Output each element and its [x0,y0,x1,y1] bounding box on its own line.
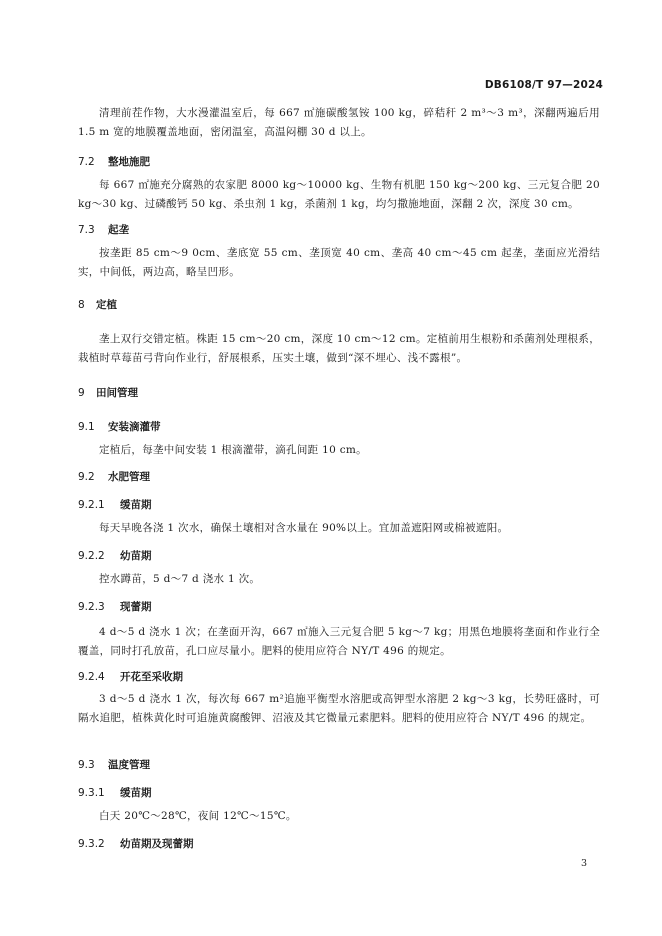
heading-7-2 [78,154,150,169]
heading-9-3-1 [78,785,152,800]
document-code: DB6108/T 97—2024 [484,79,603,91]
section-title: 定植 [96,299,117,311]
section-title: 温度管理 [108,759,150,771]
section-number: 9.3.2 [78,838,105,850]
heading-7-3 [78,222,129,237]
section-number: 9.3.1 [78,787,105,799]
section-title: 现蕾期 [120,601,152,613]
paragraph-9-2-2: 控水蹲苗，5 d～7 d 浇水 1 次。 [99,573,261,585]
heading-9 [78,385,138,400]
section-title: 田间管理 [96,387,138,399]
paragraph-9-2-1: 每天早晚各浇 1 次水，确保土壤相对含水量在 90%以上。宜加盖遮阳网或棉被遮阳。 [99,522,509,534]
paragraph-9-2-4: 3 d～5 d 浇水 1 次，每次每 667 m²追施平衡型水溶肥或高钾型水溶肥 2 kg～3 kg，长势旺盛时，可隔水追肥，植株黄化时可追施黄腐酸钾、沼液及其它微量元素肥料。肥料的使用应符合 NY/T 496 的规定。 [78,693,600,724]
paragraph-7-3: 按垄距 85 cm～9 0cm、垄底宽 55 cm、垄顶宽 40 cm、垄高 40 cm～45 cm 起垄，垄面应光滑结实，中间低，两边高，略呈凹形。 [78,247,600,278]
section-title: 缓苗期 [120,787,152,799]
section-title: 整地施肥 [108,156,150,168]
heading-9-2-4 [78,669,183,684]
section-number: 9.2.3 [78,601,105,613]
section-title: 幼苗期及现蕾期 [120,838,194,850]
section-title: 水肥管理 [108,471,150,483]
heading-8 [78,297,117,312]
paragraph-9-2-3: 4 d～5 d 浇水 1 次；在垄面开沟，667 ㎡施入三元复合肥 5 kg～7 kg；用黑色地膜将垄面和作业行全覆盖，同时打孔放苗，孔口应尽量小。肥料的使用应符合 NY/T 496 的规定。 [78,626,600,657]
page-number: 3 [580,858,587,869]
section-title: 幼苗期 [120,550,152,562]
heading-9-2 [78,469,150,484]
paragraph-8: 垄上双行交错定植。株距 15 cm～20 cm，深度 10 cm～12 cm。定植前用生根粉和杀菌剂处理根系，栽植时草莓苗弓背向作业行，舒展根系，压实土壤，做到“深不埋心、浅不露根”。 [78,333,600,364]
section-title: 开花至采收期 [120,671,183,683]
paragraph-9-3-1: 白天 20℃～28℃，夜间 12℃～15℃。 [99,810,297,822]
paragraph-9-1: 定植后，每垄中间安装 1 根滴灌带，滴孔间距 10 cm。 [99,444,367,456]
heading-9-3 [78,757,150,772]
heading-9-2-3 [78,599,152,614]
heading-9-2-2 [78,548,152,563]
paragraph-7-2: 每 667 ㎡施充分腐熟的农家肥 8000 kg～10000 kg、生物有机肥 150 kg～200 kg、三元复合肥 20 kg～30 kg、过磷酸钙 50 kg、杀虫剂 1 kg，杀菌剂 1 kg，均匀撒施地面，深翻 2 次，深度 30 cm。 [78,179,600,210]
paragraph-field-preparation: 清理前茬作物，大水漫灌温室后，每 667 ㎡施碳酸氢铵 100 kg，碎秸秆 2 m³～3 m³，深翻两遍后用 1.5 m 宽的地膜覆盖地面，密闭温室，高温闷棚 30 d 以上。 [78,107,600,138]
section-number: 9.2 [78,471,95,483]
section-number: 9.3 [78,759,95,771]
section-number: 9.1 [78,421,95,433]
heading-9-1 [78,419,161,434]
section-number: 8 [78,299,85,311]
section-title: 起垄 [108,224,129,236]
section-number: 9.2.1 [78,499,105,511]
section-title: 缓苗期 [120,499,152,511]
section-number: 7.3 [78,224,95,236]
section-number: 7.2 [78,156,95,168]
section-title: 安装滴灌带 [108,421,161,433]
heading-9-3-2 [78,836,194,851]
heading-9-2-1 [78,497,152,512]
section-number: 9.2.4 [78,671,105,683]
section-number: 9.2.2 [78,550,105,562]
section-number: 9 [78,387,85,399]
